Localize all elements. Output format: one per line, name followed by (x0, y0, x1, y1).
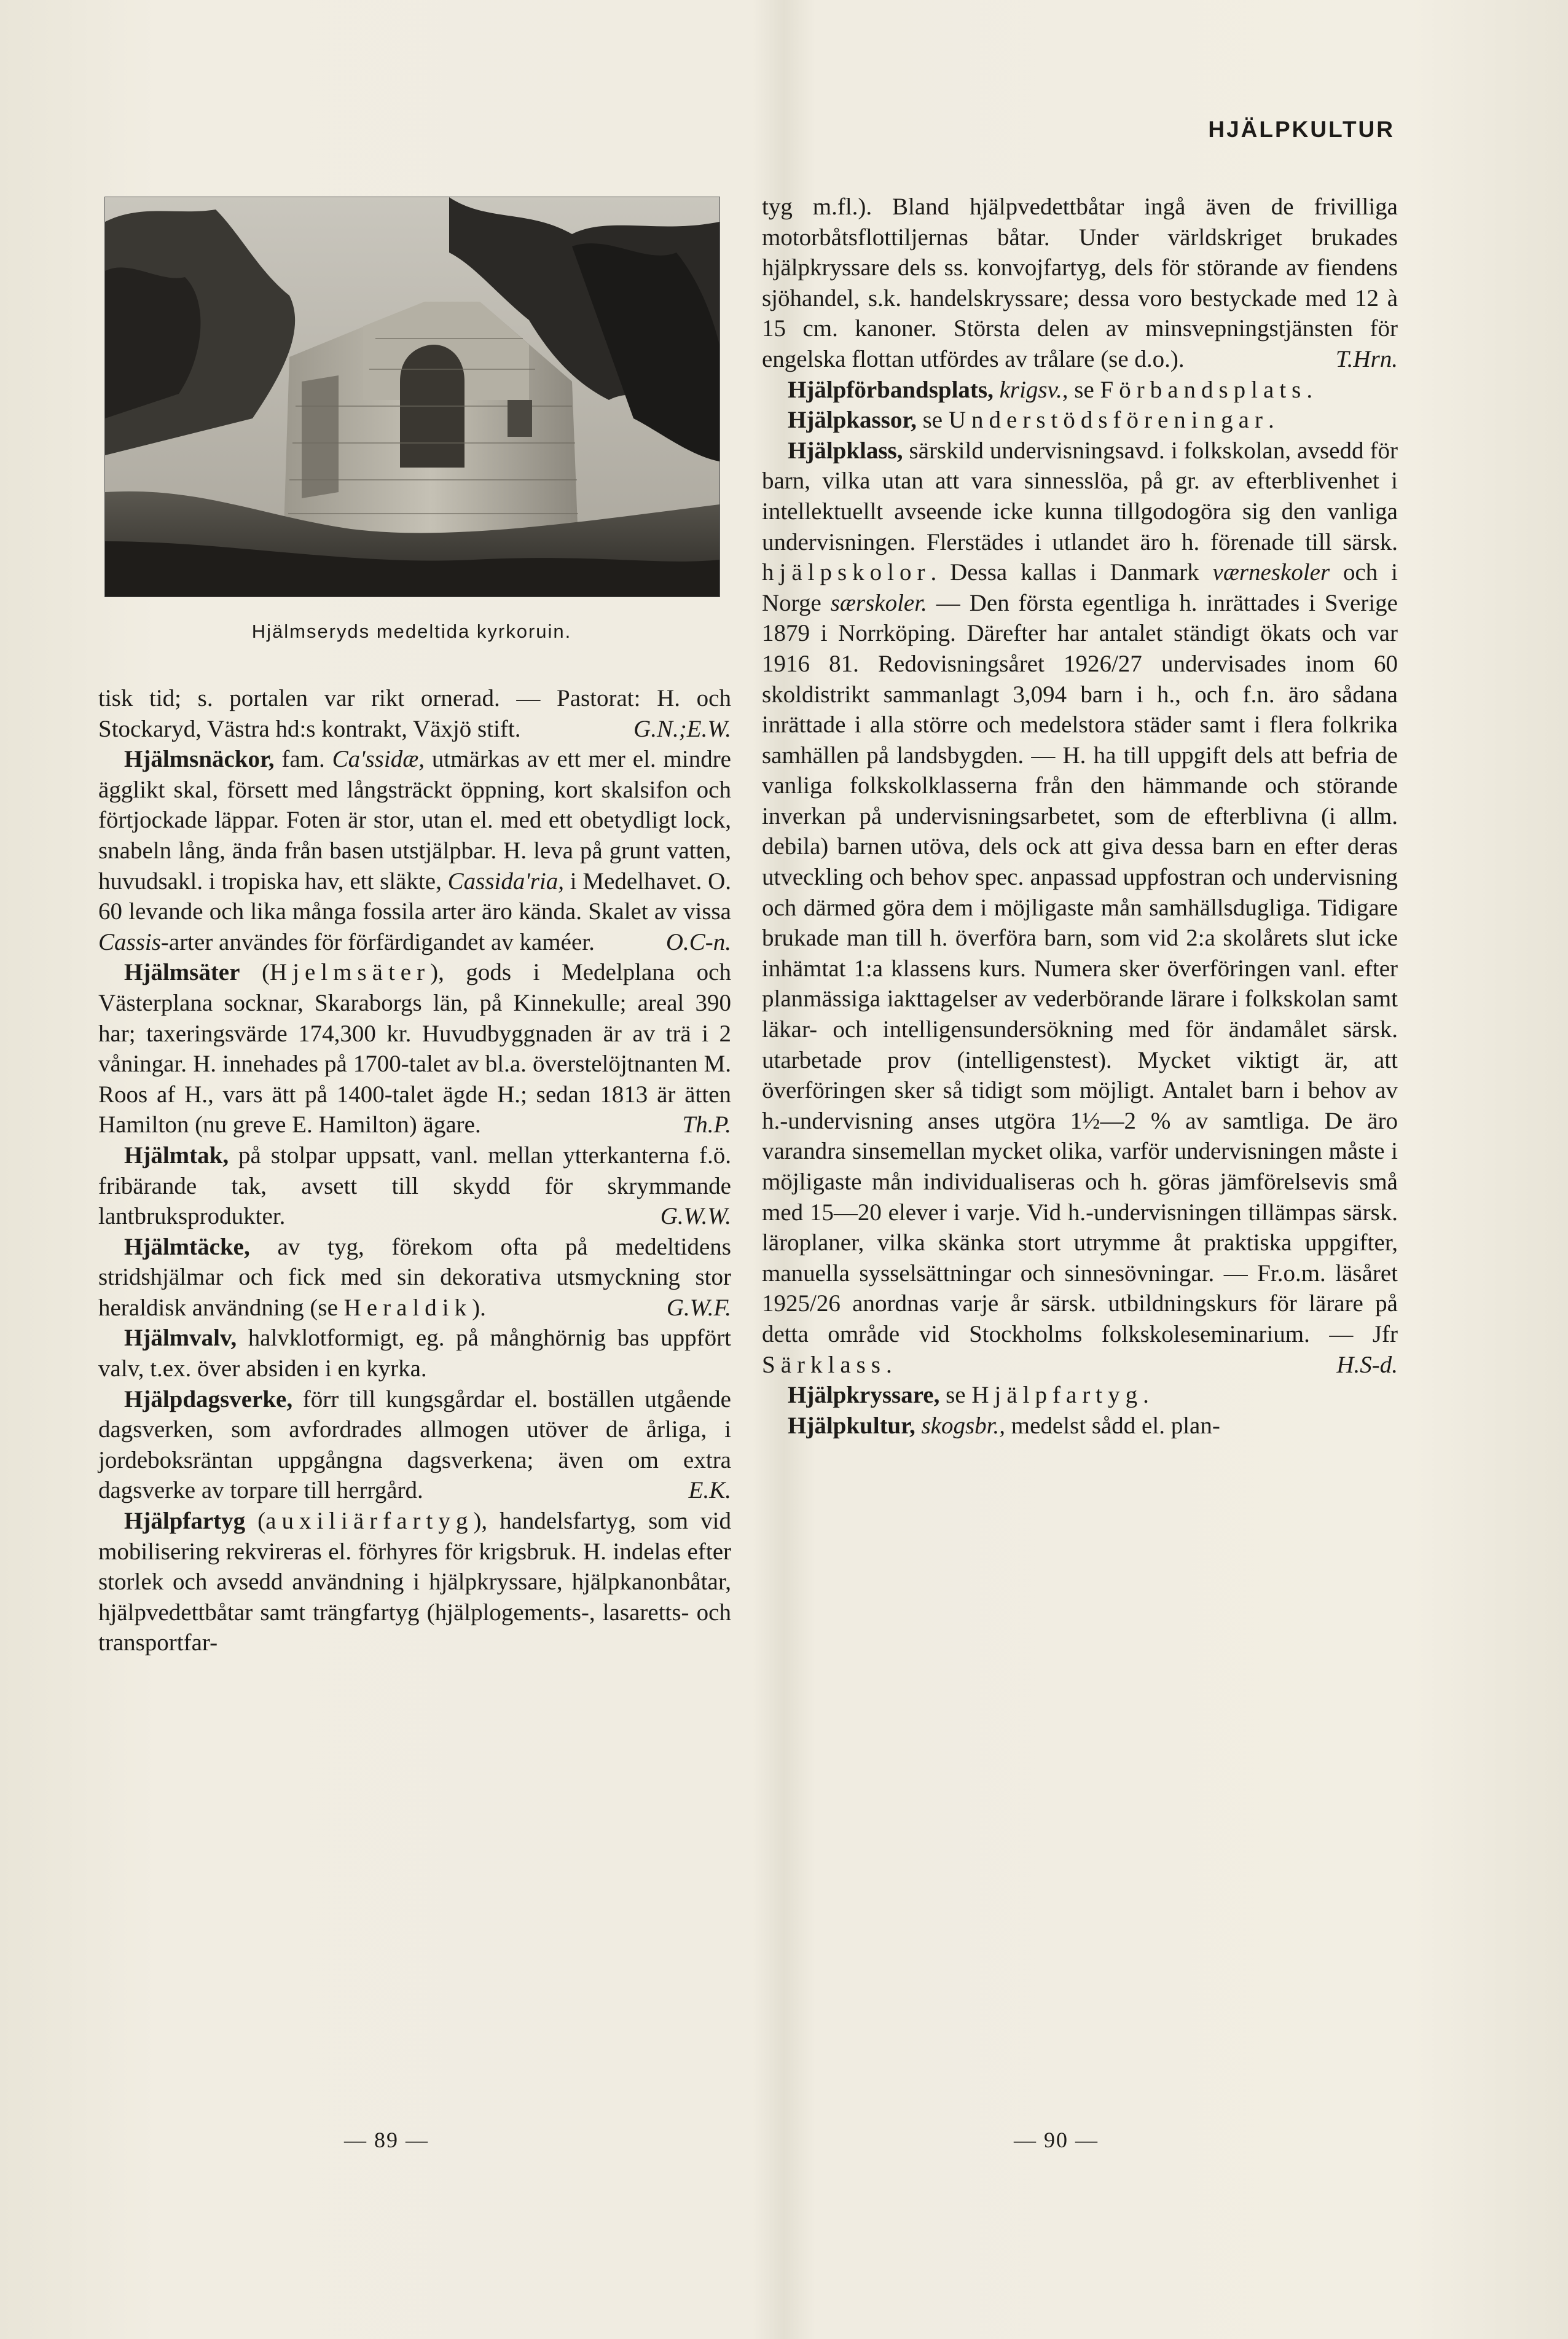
right-column (762, 192, 1398, 1441)
page-number-right: — 90 — (1014, 2128, 1099, 2152)
page-number-left: — 89 — (344, 2128, 429, 2152)
entry-hjalmsnackor (98, 744, 731, 957)
subject-abbrev: krigsv., (999, 376, 1068, 403)
cross-reference: Hjälpfartyg (971, 1382, 1143, 1409)
entry-text (994, 377, 1000, 403)
entry-hjalpforbandsplats (762, 375, 1398, 406)
headword: Hjälpklass, (788, 437, 903, 464)
foreign-term: særskoler. (830, 589, 927, 616)
entry-text: ), gods i Medelplana och Västerplana socknar, Skaraborgs län, på Kinnekulle; areal 390 har; taxeringsvärde 174,300 kr. Huvudbyggnaden är av trä i 2 våningar. H. innehades på 1700-talet av bl.a. överstelöjtnanten M. Roos af H., vars ätt på 1400-talet ägde H.; sedan 1813 är ätten Hamilton (nu greve E. Hamilton) ägare. (98, 959, 731, 1138)
cross-reference: hjälpskolor (762, 559, 931, 586)
entry-text: utmärkas av ett mer el. mindre ägglikt skal, försett med långsträckt öppning, kort skalsifon och förtjockade läppar. Foten är stor, utan el. med ett obetydligt lock, snabeln lång, ända från basen utstjälpbar. H. leva på grunt vatten, huvudsakl. i tropiska hav, ett släkte, (98, 746, 731, 895)
entry-text: se (1068, 376, 1100, 403)
entry-text: halvklotformigt, eg. på månghörnig bas uppfört valv, t.ex. över absiden i en kyrka. (98, 1325, 731, 1382)
author-signature: E.K. (688, 1477, 731, 1504)
entry-hjalpfartyg (98, 1506, 731, 1658)
headword: Hjälpkultur, (788, 1412, 915, 1439)
entry-text: i Medelhavet. O. 60 levande och lika många fossila arter äro kända. Skalet av vissa (98, 868, 731, 925)
headword: Hjälpförbandsplats, (788, 376, 994, 403)
headword: Hjälmsnäckor, (124, 746, 275, 773)
entry-text: se (916, 407, 949, 434)
headword: Hjälmvalv, (124, 1325, 237, 1352)
entry-text: tisk tid; s. portalen var rikt ornerad. — Pastorat: H. och Stockaryd, Västra hd:s kontrakt, Växjö stift. (98, 685, 731, 742)
author-signature: T.Hrn. (1335, 345, 1398, 372)
entry-text: . Dessa kallas i Danmark (930, 559, 1213, 586)
entry-text: av tyg, förekom ofta på medeltidens stridshjälmar och fick med sin dekorativa utsmyckning stor heraldisk användning (se (98, 1233, 731, 1321)
photo-caption: Hjälmseryds medeltida kyrkoruin. (251, 621, 572, 642)
headword: Hjälpfartyg (124, 1508, 246, 1535)
entry-text: — Den första egentliga h. inrättades i Sverige 1879 i Norrköping. Därefter har antalet ständigt ökats och var 1916 81. Redovisningsåret 1926/27 undervisades inom 60 skoldistrikt sammanlagt 3,094 barn i h., och f.n. äro sådana inrättade i alla större och medelstora städer samt i flera folkrika samhällen på landsbygden. — H. ha till uppgift dels att befria de vanliga folkskolklasserna från den hämmande och störande inverkan på undervisningsarbetet, som de efterblivna (i allm. debila) barnen utöva, dels ock att giva dessa barn en efter deras utveckling och behov spec. anpassad uppfostran och undervisning och därmed göra dem i möjligaste mån samhällsdugliga. Tidigare brukade man till h. överföra barn, som vid 2:a skolårets slut icke inhämtat 1:a klassens kurs. Numera sker överföringen vanl. efter planmässiga iakttagelser av vederbörande lärare i folkskolan samt läkar- och intelligensundersökning med för ändamålet särsk. utarbetade prov (intelligenstest). Mycket viktigt är, att överföringen sker så tidigt som möjligt. Antalet barn i behov av h.-undervisning anses utgöra 1½—2 % av samtliga. De äro varandra sinsemellan mycket olika, varför undervisningen måste i möjligaste mån individualiseras och h. göras jämförelsevis små med 15—20 elever i varje. Vid h.-undervisningen tillämpas särsk. läroplaner, vilka skänka stort utrymme åt praktiska uppgifter, manuella sysselsättningar och sinnesövningar. — Fr.o.m. läsåret 1925/26 anordnas varje år särsk. utbildningskurs för lärare på detta område vid Stockholms folkskoleseminarium. — Jfr (762, 589, 1398, 1347)
entry-hjalpdagsverke (98, 1384, 731, 1506)
author-signature: H.S-d. (1336, 1351, 1398, 1378)
headword: Hjälmtak, (124, 1142, 229, 1169)
entry-text: ). (472, 1294, 486, 1321)
entry-text: ( (240, 959, 270, 986)
cross-reference: Särklass (762, 1351, 886, 1378)
headword: Hjälpkassor, (788, 407, 917, 434)
entry-text: och i Norge (762, 559, 1398, 616)
author-signature: G.W.W. (660, 1203, 731, 1230)
entry-hjalpkryssare (762, 1380, 1398, 1411)
latin-name: Cassida'ria, (447, 868, 564, 895)
running-title: HJÄLPKULTUR (1208, 117, 1395, 142)
entry-hjalpkultur (762, 1411, 1398, 1441)
entry-text: på stolpar uppsatt, vanl. mellan ytterkanterna f.ö. fribärande tak, avsett till skydd för skrymmande lantbruksprodukter. (98, 1142, 731, 1230)
entry-text: . (1306, 376, 1313, 403)
latin-name: Ca'ssidæ, (332, 746, 425, 773)
entry-text: se (939, 1382, 972, 1409)
spaced-name: Hjelmsäter (269, 959, 431, 986)
entry-continuation (762, 192, 1398, 375)
latin-name: Cassis (98, 928, 161, 955)
headword: Hjälmtäcke, (124, 1233, 250, 1260)
entry-text: särskild undervisningsavd. i folkskolan, avsedd för barn, vilka utan att vara sinnesslöa, på gr. av efterblivenhet i intellektuellt avseende icke kunna tillgodogöra sig den vanliga undervisningen. Flerstädes i utlandet äro h. förenade till särsk. (762, 437, 1398, 555)
spaced-name: auxiliärfartyg (265, 1508, 474, 1535)
entry-hjalmtak (98, 1140, 731, 1232)
entry-hjalpkassor (762, 405, 1398, 436)
author-signature: Th.P. (682, 1111, 731, 1138)
entry-text: . (886, 1351, 892, 1378)
foreign-term: værneskoler (1212, 559, 1330, 586)
subject-abbrev: skogsbr., (921, 1412, 1006, 1439)
author-signature: O.C-n. (665, 928, 731, 955)
entry-text: förr till kungsgårdar el. boställen utgående dagsverken, som avfordrades allmogen utöver de årliga, i jordeboksräntan uppgångna dagsverkena; även om extra dagsverke av torpare till herrgård. (98, 1385, 731, 1504)
entry-text: . (1143, 1382, 1149, 1409)
entry-text: -arter användes för förfärdigandet av kaméer. (160, 928, 595, 955)
headword: Hjälpkryssare, (788, 1382, 940, 1409)
entry-text: ( (245, 1508, 266, 1535)
entry-hjalmsater (98, 957, 731, 1140)
entry-text: medelst sådd el. plan- (1005, 1412, 1220, 1439)
entry-text: fam. (274, 746, 332, 773)
cross-reference: Heraldik (343, 1294, 472, 1321)
entry-text: tyg m.fl.). Bland hjälpvedettbåtar ingå även de frivilliga motorbåtsflottiljernas båtar. Under världskriget brukades hjälpkryssare dels ss. konvojfartyg, dels för störande av fiendens sjöhandel, s.k. handelskryssare; dessa voro bestyckade med 12 à 15 cm. kanoner. Största delen av minsvepningstjänsten för engelska flottan utfördes av trålare (se d.o.). (762, 194, 1398, 372)
headword: Hjälpdagsverke, (124, 1385, 293, 1412)
entry-hjalpklass (762, 436, 1398, 1380)
left-column (98, 683, 731, 1658)
cross-reference: Understödsföreningar (948, 407, 1268, 434)
entry-text: ), handelsfartyg, som vid mobilisering rekvireras el. förhyres för krigsbruk. H. indelas efter storlek och avsedd användning i hjälpkryssare, hjälpkanonbåtar, hjälpvedettbåtar samt trängfartyg (hjälplogements-, lasaretts- och transportfar- (98, 1508, 731, 1656)
entry-text: . (1268, 407, 1274, 434)
entry-continuation (98, 683, 731, 744)
author-signature: G.N.;E.W. (633, 715, 731, 742)
entry-hjalmtacke (98, 1232, 731, 1323)
entry-hjalmvalv (98, 1323, 731, 1384)
church-ruin-photo (104, 197, 720, 597)
headword: Hjälmsäter (124, 959, 240, 986)
cross-reference: Förbandsplats (1100, 376, 1307, 403)
author-signature: G.W.F. (666, 1294, 731, 1321)
